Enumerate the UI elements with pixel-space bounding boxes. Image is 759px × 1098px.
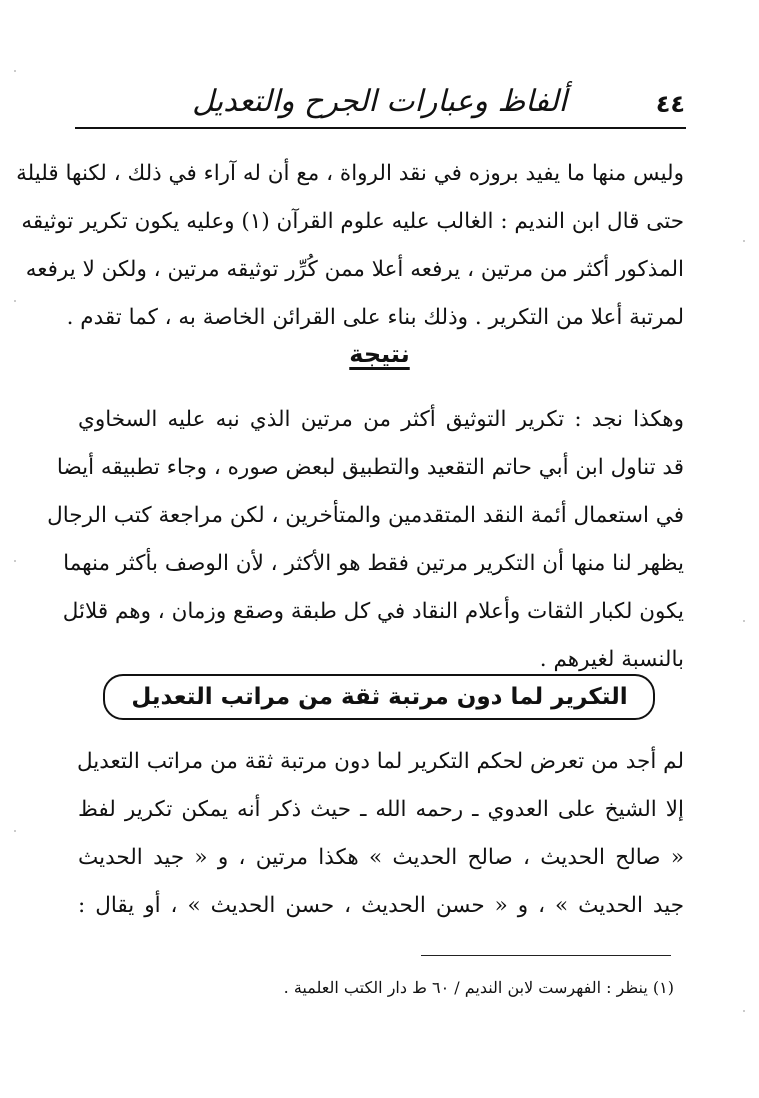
result-heading: نتيجة [349, 340, 410, 368]
header-title: ألفاظ وعبارات الجرح والتعديل [192, 84, 567, 119]
text-line: لم أجد من تعرض لحكم التكرير لما دون مرتبة ثقة من مراتب التعديل [76, 749, 684, 774]
footnote: (١) ينظر : الفهرست لابن النديم / ٦٠ ط دار الكتب العلمية . [283, 978, 674, 997]
text-line: لمرتبة أعلا من التكرير . وذلك بناء على القرائن الخاصة به ، كما تقدم . [66, 305, 684, 330]
text-line: يظهر لنا منها أن التكرير مرتين فقط هو الأكثر ، لأن الوصف بأكثر منهما [63, 551, 684, 576]
paragraph-2 [47, 396, 684, 684]
section-heading: التكرير لما دون مرتبة ثقة من مراتب التعديل [131, 684, 628, 710]
text-line: وهكذا نجد : تكرير التوثيق أكثر من مرتين الذي نبه عليه السخاوي [78, 407, 684, 432]
page-number: ٤٤ [655, 90, 685, 118]
scan-speck [14, 70, 16, 72]
paragraph-1 [16, 150, 684, 342]
scan-speck [743, 620, 745, 622]
text-line: حتى قال ابن النديم : الغالب عليه علوم القرآن (١) وعليه يكون تكرير توثيقه [21, 209, 684, 234]
scan-speck [14, 300, 16, 302]
text-line: بالنسبة لغيرهم . [539, 647, 684, 672]
text-line: إلا الشيخ على العدوي ـ رحمه الله ـ حيث ذكر أنه يمكن تكرير لفظ [78, 797, 684, 822]
running-header [75, 82, 685, 128]
text-line: جيد الحديث » ، و « حسن الحديث ، حسن الحديث » ، أو يقال : [78, 893, 684, 918]
scan-speck [14, 830, 16, 832]
text-line: وليس منها ما يفيد بروزه في نقد الرواة ، مع أن له آراء في ذلك ، لكنها قليلة [16, 161, 684, 186]
text-line: قد تناول ابن أبي حاتم التقعيد والتطبيق لبعض صوره ، وجاء تطبيقه أيضا [56, 455, 684, 480]
text-line: المذكور أكثر من مرتين ، يرفعه أعلا ممن كُرِّر توثيقه مرتين ، ولكن لا يرفعه [25, 257, 684, 282]
scan-speck [743, 1010, 745, 1012]
footnote-rule [421, 955, 671, 956]
text-line: « صالح الحديث ، صالح الحديث » هكذا مرتين ، و « جيد الحديث [78, 845, 684, 870]
text-line: يكون لكبار الثقات وأعلام النقاد في كل طبقة وصقع وزمان ، وهم قلائل [62, 599, 684, 624]
scan-speck [743, 240, 745, 242]
paragraph-3 [78, 738, 684, 930]
header-rule [75, 127, 686, 129]
scan-speck [14, 560, 16, 562]
text-line: في استعمال أئمة النقد المتقدمين والمتأخرين ، لكن مراجعة كتب الرجال [47, 503, 684, 528]
